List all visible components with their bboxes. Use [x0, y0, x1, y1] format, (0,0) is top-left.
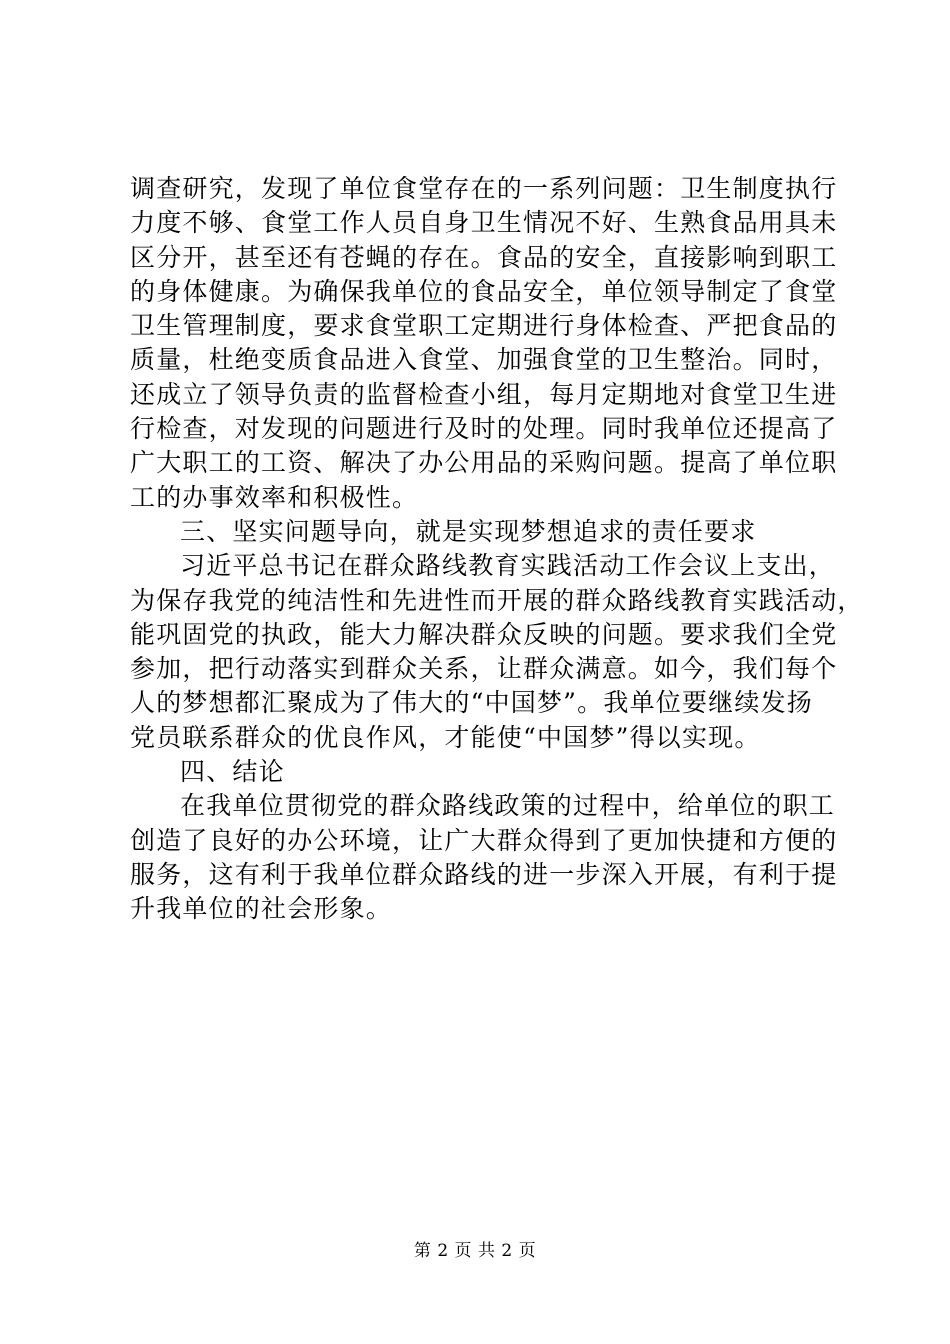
page-footer: 第 2 页 共 2 页	[413, 1241, 537, 1261]
text-line: 能巩固党的执政，能大力解决群众反映的问题。要求我们全党	[130, 619, 838, 649]
text-line: 还成立了领导负责的监督检查小组，每月定期地对食堂卫生进	[130, 379, 838, 409]
text-line: 在我单位贯彻党的群众路线政策的过程中，给单位的职工	[180, 791, 836, 821]
text-line: 习近平总书记在群众路线教育实践活动工作会议上支出，	[180, 551, 836, 581]
text-line: 广大职工的工资、解决了办公用品的采购问题。提高了单位职	[130, 448, 838, 478]
text-line: 力度不够、食堂工作人员自身卫生情况不好、生熟食品用具未	[130, 208, 838, 238]
text-line: 三、坚实问题导向，就是实现梦想追求的责任要求	[180, 516, 757, 546]
body-text	[130, 172, 864, 927]
text-line: 创造了良好的办公环境，让广大群众得到了更加快捷和方便的	[130, 825, 838, 855]
text-line: 质量，杜绝变质食品进入食堂、加强食堂的卫生整治。同时，	[130, 345, 838, 375]
text-line: 服务，这有利于我单位群众路线的进一步深入开展，有利于提	[130, 859, 838, 889]
text-line: 区分开，甚至还有苍蝇的存在。食品的安全，直接影响到职工	[130, 242, 838, 272]
text-line: 党员联系群众的优良作风，才能使“中国梦”得以实现。	[130, 722, 761, 752]
text-line: 人的梦想都汇聚成为了伟大的“中国梦”。我单位要继续发扬	[130, 688, 813, 718]
text-line: 为保存我党的纯洁性和先进性而开展的群众路线教育实践活动，	[130, 585, 864, 615]
text-line: 升我单位的社会形象。	[130, 894, 393, 924]
text-line: 工的办事效率和积极性。	[130, 482, 419, 512]
text-line: 的身体健康。为确保我单位的食品安全，单位领导制定了食堂	[130, 276, 838, 306]
text-line: 卫生管理制度，要求食堂职工定期进行身体检查、严把食品的	[130, 311, 838, 341]
text-line: 四、结论	[180, 757, 285, 787]
text-line: 参加，把行动落实到群众关系，让群众满意。如今，我们每个	[130, 654, 838, 684]
text-line: 调查研究，发现了单位食堂存在的一系列问题：卫生制度执行	[130, 174, 838, 203]
text-line: 行检查，对发现的问题进行及时的处理。同时我单位还提高了	[130, 414, 838, 444]
